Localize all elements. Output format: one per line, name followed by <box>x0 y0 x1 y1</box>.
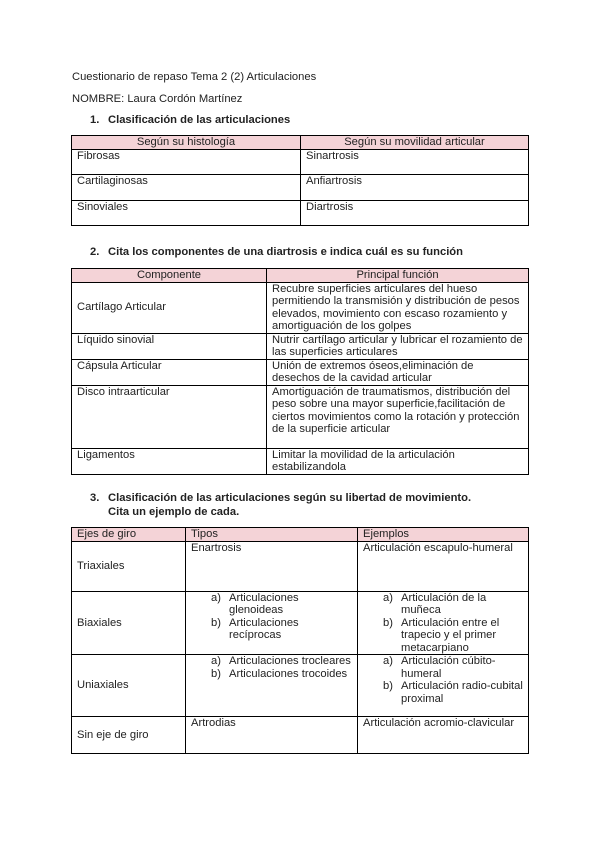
header-histologia: Según su histología <box>72 136 301 150</box>
cell-axis: Uniaxiales <box>72 655 186 717</box>
question-1-text: Clasificación de las articulaciones <box>108 114 291 126</box>
cell-type: Enartrosis <box>186 541 358 591</box>
list-item <box>383 616 523 655</box>
list-item <box>383 591 523 617</box>
table-row <box>72 591 529 655</box>
table-row <box>72 359 529 385</box>
header-funcion: Principal función <box>267 269 529 283</box>
list-marker: b) <box>211 667 221 680</box>
list-marker: b) <box>211 616 221 629</box>
question-3-text-line2: Cita un ejemplo de cada. <box>108 506 240 518</box>
cell: Cápsula Articular <box>72 359 267 385</box>
list-text: Articulación radio-cubital proximal <box>401 680 523 705</box>
table-classification <box>71 135 529 226</box>
list-text: Articulación cúbito-humeral <box>401 655 496 680</box>
header-movilidad: Según su movilidad articular <box>301 136 529 150</box>
cell: Cartílago Articular <box>72 282 267 333</box>
question-1-number: 1. <box>90 114 100 126</box>
list-text: Articulación de la muñeca <box>401 591 487 616</box>
cell: Ligamentos <box>72 448 267 474</box>
list-text: Articulación entre el trapecio y el primer metacarpiano <box>401 616 500 654</box>
cell-axis: Sin eje de giro <box>72 717 186 754</box>
list-marker: a) <box>383 591 393 604</box>
cell: Nutrir cartílago articular y lubricar el rozamiento de las superficies articulares <box>267 333 529 359</box>
header-ejes: Ejes de giro <box>72 528 186 542</box>
student-name: NOMBRE: Laura Cordón Martínez <box>72 93 243 105</box>
table-row <box>72 655 529 717</box>
table-row <box>72 541 529 591</box>
cell-example <box>358 655 529 717</box>
cell: Amortiguación de traumatismos, distribución del peso sobre una mayor superficie,facilitación de ciertos movimientos como la rotación y protección de la superficie articular <box>267 385 529 448</box>
list-item <box>383 655 523 680</box>
cell-example: Articulación acromio-clavicular <box>358 717 529 754</box>
cell: Cartilaginosas <box>72 174 301 200</box>
cell: Sinoviales <box>72 200 301 225</box>
table-row <box>72 385 529 448</box>
cell: Anfiartrosis <box>301 174 529 200</box>
header-componente: Componente <box>72 269 267 283</box>
cell: Unión de extremos óseos,eliminación de desechos de la cavidad articular <box>267 359 529 385</box>
table-row <box>72 333 529 359</box>
question-2-number: 2. <box>90 246 100 258</box>
cell-example: Articulación escapulo-humeral <box>358 541 529 591</box>
table-row <box>72 717 529 754</box>
table-row <box>72 174 529 200</box>
question-2-text: Cita los componentes de una diartrosis e indica cuál es su función <box>108 246 463 258</box>
list-marker: b) <box>383 616 393 629</box>
cell: Diartrosis <box>301 200 529 225</box>
header-tipos: Tipos <box>186 528 358 542</box>
cell: Limitar la movilidad de la articulación estabilizandola <box>267 448 529 474</box>
table-row <box>72 448 529 474</box>
list-marker: a) <box>211 655 221 667</box>
list-text: Articulaciones trocleares <box>229 655 351 667</box>
header-ejemplos: Ejemplos <box>358 528 529 542</box>
cell-type <box>186 655 358 717</box>
list-text: Articulaciones recíprocas <box>229 616 299 641</box>
cell: Sinartrosis <box>301 149 529 174</box>
list-text: Articulaciones trocoides <box>229 667 348 680</box>
cell-axis: Biaxiales <box>72 591 186 655</box>
list-item <box>211 591 352 617</box>
cell-type <box>186 591 358 655</box>
list-marker: b) <box>383 680 393 692</box>
table-row <box>72 200 529 225</box>
question-3-text: Clasificación de las articulaciones según su libertad de movimiento. <box>108 492 472 504</box>
cell: Fibrosas <box>72 149 301 174</box>
list-marker: a) <box>383 655 393 667</box>
document-title: Cuestionario de repaso Tema 2 (2) Articulaciones <box>72 71 317 83</box>
table-movement <box>71 527 529 754</box>
cell: Líquido sinovial <box>72 333 267 359</box>
cell: Disco intraarticular <box>72 385 267 448</box>
list-item <box>383 680 523 705</box>
question-3-number: 3. <box>90 492 100 504</box>
list-item <box>211 655 352 668</box>
cell: Recubre superficies articulares del hueso permitiendo la transmisión y distribución de pesos elevados, movimiento con escaso rozamiento y amortiguación de los golpes <box>267 282 529 333</box>
list-marker: a) <box>211 591 221 604</box>
list-item <box>211 616 352 642</box>
cell-axis: Triaxiales <box>72 541 186 591</box>
table-components <box>71 268 529 475</box>
table-row <box>72 282 529 333</box>
list-item <box>211 667 352 681</box>
cell-example <box>358 591 529 655</box>
cell-type: Artrodias <box>186 717 358 754</box>
list-text: Articulaciones glenoideas <box>229 591 299 616</box>
table-row <box>72 149 529 174</box>
